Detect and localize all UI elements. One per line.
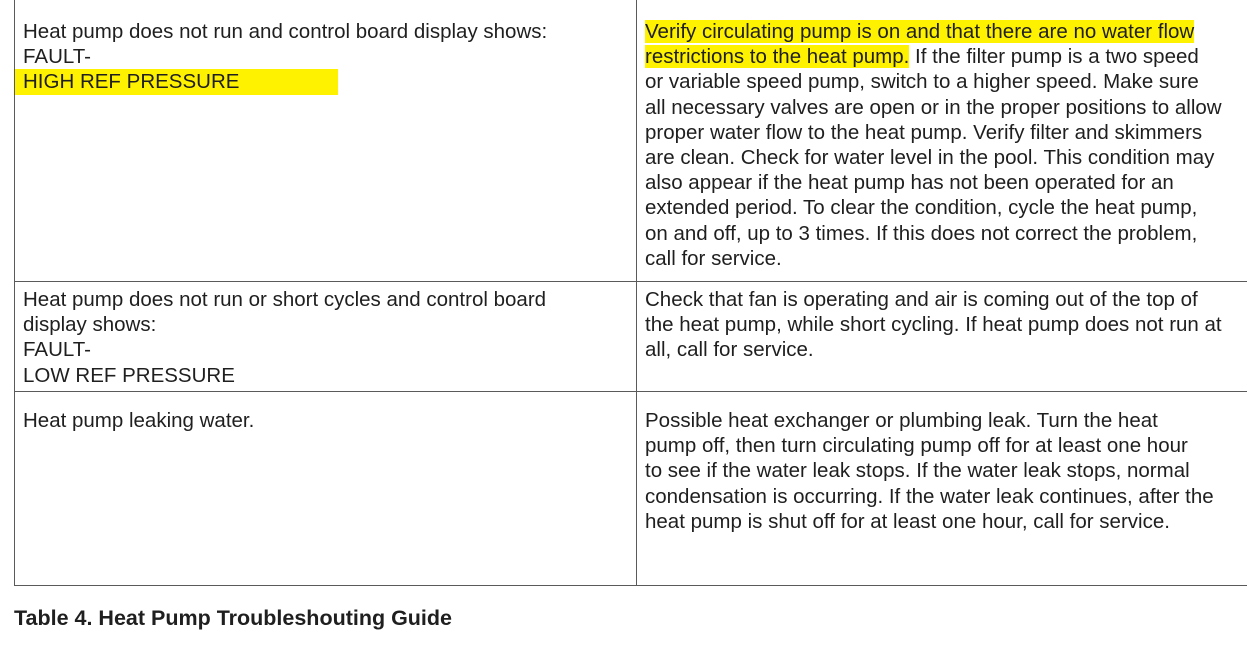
problem-line: Heat pump does not run or short cycles and control board	[23, 288, 547, 311]
solution-line: or variable speed pump, switch to a higher speed. Make sure	[645, 70, 1199, 94]
highlighted-text: restrictions to the heat pump.	[645, 45, 910, 69]
problem-line: Heat pump leaking water.	[23, 409, 255, 432]
solution-line: the heat pump, while short cycling. If heat pump does not run at	[645, 313, 1222, 337]
solution-cell	[637, 392, 1247, 586]
solution-line: Possible heat exchanger or plumbing leak. Turn the heat	[645, 409, 1158, 432]
table-row	[15, 282, 1247, 392]
solution-line: to see if the water leak stops. If the water leak stops, normal	[645, 459, 1190, 483]
table-row	[15, 392, 1247, 586]
solution-line: proper water flow to the heat pump. Verify filter and skimmers	[645, 120, 1203, 144]
solution-text: If the filter pump is a two speed	[909, 45, 1199, 69]
solution-line: heat pump is shut off for at least one hour, call for service.	[645, 509, 1170, 533]
solution-line	[645, 19, 1247, 44]
table-row	[15, 0, 1247, 282]
problem-line: Heat pump does not run and control board display shows:	[23, 20, 548, 43]
problem-line: display shows:	[23, 313, 157, 337]
problem-cell	[15, 282, 637, 392]
solution-line: pump off, then turn circulating pump off for at least one hour	[645, 434, 1188, 458]
solution-line: Check that fan is operating and air is coming out of the top of	[645, 288, 1198, 311]
solution-cell	[637, 0, 1247, 282]
problem-line: LOW REF PRESSURE	[23, 363, 235, 387]
solution-line: all, call for service.	[645, 338, 814, 362]
problem-line-highlighted: HIGH REF PRESSURE	[15, 69, 338, 94]
solution-line: call for service.	[645, 246, 782, 270]
solution-line: extended period. To clear the condition, cycle the heat pump,	[645, 196, 1198, 220]
problem-line: FAULT-	[23, 45, 91, 69]
table-caption: Table 4. Heat Pump Troubleshouting Guide	[14, 606, 452, 630]
problem-cell	[15, 0, 637, 282]
solution-line: all necessary valves are open or in the proper positions to allow	[645, 95, 1222, 119]
solution-line	[645, 44, 1247, 69]
solution-line: on and off, up to 3 times. If this does not correct the problem,	[645, 221, 1198, 245]
solution-line: are clean. Check for water level in the pool. This condition may	[645, 146, 1215, 170]
solution-cell	[637, 282, 1247, 392]
troubleshooting-table	[14, 0, 1247, 586]
problem-cell	[15, 392, 637, 586]
highlighted-text: Verify circulating pump is on and that there are no water flow	[645, 20, 1195, 43]
problem-line: FAULT-	[23, 338, 91, 362]
solution-line: also appear if the heat pump has not been operated for an	[645, 171, 1174, 195]
solution-line: condensation is occurring. If the water leak continues, after the	[645, 484, 1214, 508]
